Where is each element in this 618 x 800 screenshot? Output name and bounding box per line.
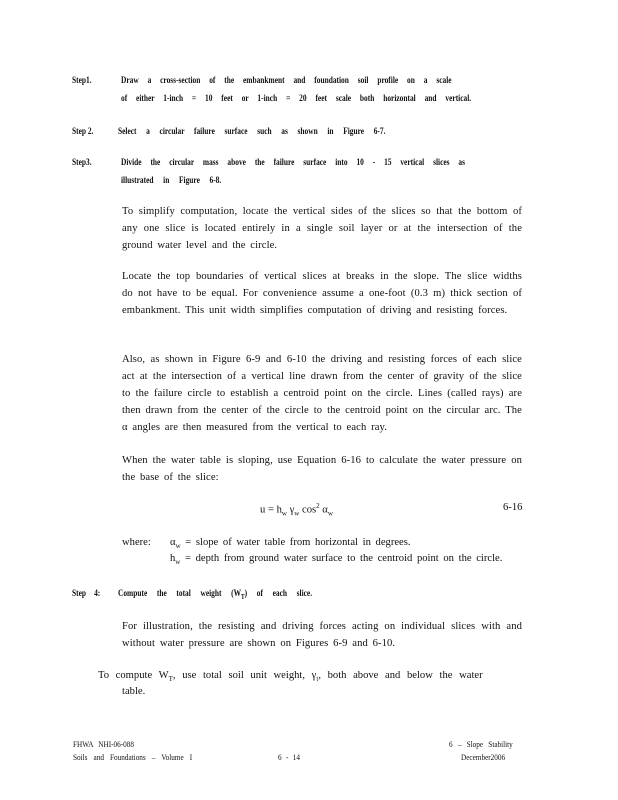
footer-volume: Soils and Foundations – Volume I: [73, 752, 193, 762]
step3-label: Step3.: [72, 158, 92, 168]
step1-line1: Draw a cross-section of the embankment and foundation soil profile on a scale: [121, 76, 452, 86]
definition-h-w: $h_w$ = depth from ground water surface to the centroid point on the circle.: [170, 553, 503, 567]
step2-label: Step 2.: [72, 127, 94, 137]
equation-6-16: $u = h_w$ $\gamma_w$ $\cos^2 \alpha_w$: [260, 502, 333, 518]
step3-line2: illustrated in Figure 6-8.: [121, 176, 222, 186]
step2-text: Select a circular failure surface such as shown in Figure 6-7.: [118, 127, 386, 137]
paragraph-driving-forces: Also, as shown in Figure 6-9 and 6-10 the driving and resisting forces of each slice act at the intersection of a vertical line drawn from the center of gravity of the slice to the failure circle to establish a centroid point on the circle. Lines (called rays) are then drawn from the center of the circle to the centroid point on the circular arc. The α angles are then measured from the vertical to each ray.: [122, 354, 522, 433]
paragraph-compute-wt-line2: table.: [122, 686, 146, 697]
step4-label: Step 4:: [72, 589, 101, 599]
paragraph-top-boundaries: Locate the top boundaries of vertical slices at breaks in the slope. The slice widths do not have to be equal. For convenience assume a one-foot (0.3 m) thick section of embankment. This unit width simplifies computation of driving and resisting forces.: [122, 271, 522, 316]
footer-date: December2006: [461, 752, 506, 762]
footer-agency: FHWA NHI-06-088: [73, 739, 135, 749]
step4-text: Compute the total weight $(W_T)$ of each slice.: [118, 589, 313, 601]
footer-page-number: 6 - 14: [278, 752, 300, 762]
paragraph-illustration: For illustration, the resisting and driving forces acting on individual slices with and without water pressure are shown on Figures 6-9 and 6-10.: [122, 621, 522, 649]
definition-alpha-w: $\alpha_w$ = slope of water table from horizontal in degrees.: [170, 537, 411, 551]
paragraph-compute-wt-line1: To compute $W_T$, use total soil unit weight, $\gamma_t$, both above and below the water: [98, 670, 483, 684]
paragraph-water-table: When the water table is sloping, use Equation 6-16 to calculate the water pressure on the base of the slice:: [122, 455, 522, 483]
step1-label: Step1.: [72, 76, 92, 86]
step1-line2: of either 1-inch = 10 feet or 1-inch = 20 feet scale both horizontal and vertical.: [121, 94, 472, 104]
equation-number: 6-16: [503, 502, 523, 513]
paragraph-simplify: To simplify computation, locate the vertical sides of the slices so that the bottom of any one slice is located entirely in a single soil layer or at the intersection of the ground water level and the circle.: [122, 206, 522, 251]
where-label: where:: [122, 537, 151, 548]
footer-chapter: 6 – Slope Stability: [449, 739, 513, 749]
step3-line1: Divide the circular mass above the failure surface into 10 - 15 vertical slices as: [121, 158, 466, 168]
